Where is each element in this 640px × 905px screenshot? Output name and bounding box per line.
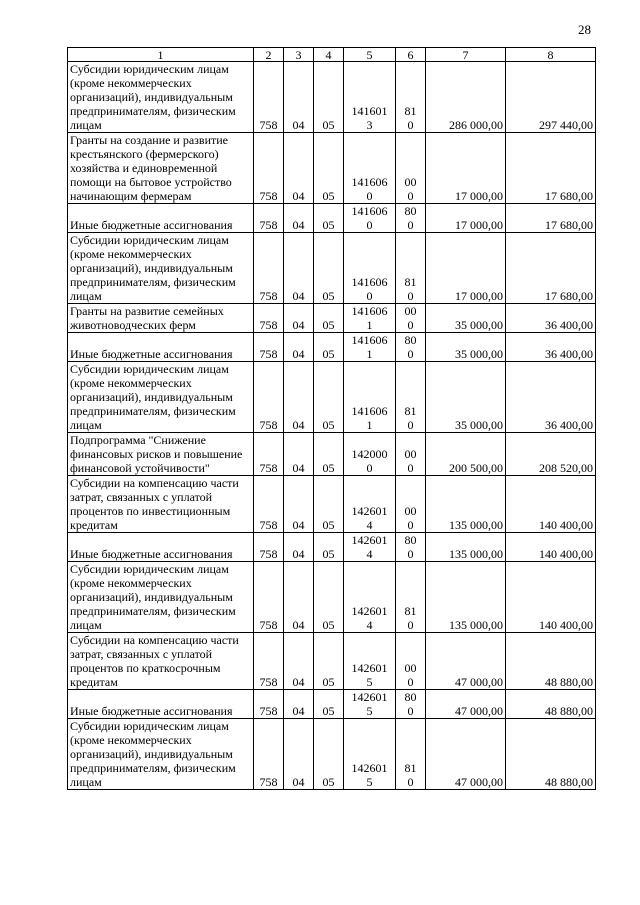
amount-year2-cell: 36 400,00 [506, 304, 596, 333]
target-article-cell: 142601 4 [344, 562, 396, 633]
amount-year2-cell: 17 680,00 [506, 204, 596, 233]
amount-year2-cell: 36 400,00 [506, 362, 596, 433]
amount-year1-cell: 17 000,00 [426, 233, 506, 304]
ministry-code-cell: 758 [254, 233, 284, 304]
section-code-cell: 04 [284, 533, 314, 562]
table-row [68, 133, 596, 204]
target-article-cell: 142601 5 [344, 719, 396, 790]
ministry-code-cell: 758 [254, 133, 284, 204]
ministry-code-cell: 758 [254, 304, 284, 333]
table-body [68, 62, 596, 790]
amount-year2-cell: 17 680,00 [506, 133, 596, 204]
subsection-code-cell: 05 [314, 690, 344, 719]
expense-type-cell: 81 0 [396, 562, 426, 633]
expense-type-cell: 81 0 [396, 362, 426, 433]
ministry-code-cell: 758 [254, 690, 284, 719]
amount-year2-cell: 140 400,00 [506, 476, 596, 533]
amount-year2-cell: 17 680,00 [506, 233, 596, 304]
header-cell: 8 [506, 48, 596, 62]
section-code-cell: 04 [284, 633, 314, 690]
expense-type-cell: 81 0 [396, 62, 426, 133]
ministry-code-cell: 758 [254, 719, 284, 790]
amount-year2-cell: 140 400,00 [506, 562, 596, 633]
ministry-code-cell: 758 [254, 533, 284, 562]
budget-table [67, 47, 596, 790]
row-name-cell: Субсидии на компенсацию части затрат, связанных с уплатой процентов по инвестиционным кредитам [68, 476, 254, 533]
subsection-code-cell: 05 [314, 133, 344, 204]
section-code-cell: 04 [284, 233, 314, 304]
expense-type-cell: 81 0 [396, 719, 426, 790]
subsection-code-cell: 05 [314, 633, 344, 690]
amount-year1-cell: 135 000,00 [426, 562, 506, 633]
target-article-cell: 142601 4 [344, 476, 396, 533]
amount-year1-cell: 35 000,00 [426, 362, 506, 433]
row-name-cell: Иные бюджетные ассигнования [68, 533, 254, 562]
target-article-cell: 141606 0 [344, 204, 396, 233]
amount-year1-cell: 47 000,00 [426, 633, 506, 690]
subsection-code-cell: 05 [314, 304, 344, 333]
target-article-cell: 142601 5 [344, 690, 396, 719]
amount-year2-cell: 208 520,00 [506, 433, 596, 476]
expense-type-cell: 80 0 [396, 690, 426, 719]
row-name-cell: Субсидии юридическим лицам (кроме некоммерческих организаций), индивидуальным предпринимателям, физическим лицам [68, 562, 254, 633]
amount-year1-cell: 47 000,00 [426, 719, 506, 790]
ministry-code-cell: 758 [254, 204, 284, 233]
header-cell: 2 [254, 48, 284, 62]
header-cell: 5 [344, 48, 396, 62]
section-code-cell: 04 [284, 362, 314, 433]
target-article-cell: 141606 1 [344, 333, 396, 362]
subsection-code-cell: 05 [314, 533, 344, 562]
header-cell: 4 [314, 48, 344, 62]
section-code-cell: 04 [284, 719, 314, 790]
table-row [68, 304, 596, 333]
amount-year2-cell: 48 880,00 [506, 719, 596, 790]
table-row [68, 633, 596, 690]
expense-type-cell: 81 0 [396, 233, 426, 304]
amount-year1-cell: 17 000,00 [426, 133, 506, 204]
expense-type-cell: 00 0 [396, 476, 426, 533]
amount-year1-cell: 200 500,00 [426, 433, 506, 476]
section-code-cell: 04 [284, 133, 314, 204]
ministry-code-cell: 758 [254, 633, 284, 690]
row-name-cell: Субсидии юридическим лицам (кроме некоммерческих организаций), индивидуальным предпринимателям, физическим лицам [68, 62, 254, 133]
table-row [68, 233, 596, 304]
expense-type-cell: 80 0 [396, 533, 426, 562]
ministry-code-cell: 758 [254, 562, 284, 633]
subsection-code-cell: 05 [314, 233, 344, 304]
target-article-cell: 141606 0 [344, 133, 396, 204]
target-article-cell: 142601 5 [344, 633, 396, 690]
amount-year2-cell: 36 400,00 [506, 333, 596, 362]
expense-type-cell: 00 0 [396, 633, 426, 690]
amount-year1-cell: 286 000,00 [426, 62, 506, 133]
row-name-cell: Иные бюджетные ассигнования [68, 333, 254, 362]
ministry-code-cell: 758 [254, 476, 284, 533]
row-name-cell: Субсидии юридическим лицам (кроме некоммерческих организаций), индивидуальным предпринимателям, физическим лицам [68, 719, 254, 790]
row-name-cell: Субсидии на компенсацию части затрат, связанных с уплатой процентов по краткосрочным кредитам [68, 633, 254, 690]
page-number: 28 [578, 22, 591, 37]
table-row [68, 433, 596, 476]
header-cell: 6 [396, 48, 426, 62]
table-row [68, 533, 596, 562]
amount-year2-cell: 48 880,00 [506, 633, 596, 690]
subsection-code-cell: 05 [314, 433, 344, 476]
amount-year1-cell: 17 000,00 [426, 204, 506, 233]
section-code-cell: 04 [284, 333, 314, 362]
table-row [68, 476, 596, 533]
subsection-code-cell: 05 [314, 362, 344, 433]
expense-type-cell: 80 0 [396, 204, 426, 233]
table-row [68, 562, 596, 633]
table-row [68, 719, 596, 790]
section-code-cell: 04 [284, 304, 314, 333]
subsection-code-cell: 05 [314, 333, 344, 362]
amount-year1-cell: 47 000,00 [426, 690, 506, 719]
expense-type-cell: 00 0 [396, 433, 426, 476]
row-name-cell: Субсидии юридическим лицам (кроме некоммерческих организаций), индивидуальным предпринимателям, физическим лицам [68, 362, 254, 433]
row-name-cell: Гранты на создание и развитие крестьянского (фермерского) хозяйства и единовременной помощи на бытовое устройство начинающим фермерам [68, 133, 254, 204]
target-article-cell: 141606 0 [344, 233, 396, 304]
subsection-code-cell: 05 [314, 719, 344, 790]
ministry-code-cell: 758 [254, 62, 284, 133]
ministry-code-cell: 758 [254, 362, 284, 433]
section-code-cell: 04 [284, 204, 314, 233]
amount-year1-cell: 35 000,00 [426, 333, 506, 362]
amount-year2-cell: 140 400,00 [506, 533, 596, 562]
amount-year1-cell: 35 000,00 [426, 304, 506, 333]
amount-year1-cell: 135 000,00 [426, 476, 506, 533]
table-row [68, 690, 596, 719]
section-code-cell: 04 [284, 476, 314, 533]
section-code-cell: 04 [284, 690, 314, 719]
table-row [68, 333, 596, 362]
row-name-cell: Гранты на развитие семейных животноводческих ферм [68, 304, 254, 333]
row-name-cell: Иные бюджетные ассигнования [68, 204, 254, 233]
row-name-cell: Подпрограмма "Снижение финансовых рисков и повышение финансовой устойчивости" [68, 433, 254, 476]
target-article-cell: 142601 4 [344, 533, 396, 562]
expense-type-cell: 00 0 [396, 304, 426, 333]
target-article-cell: 142000 0 [344, 433, 396, 476]
ministry-code-cell: 758 [254, 433, 284, 476]
header-cell: 7 [426, 48, 506, 62]
table-row [68, 204, 596, 233]
expense-type-cell: 80 0 [396, 333, 426, 362]
ministry-code-cell: 758 [254, 333, 284, 362]
table-row [68, 362, 596, 433]
table-row [68, 62, 596, 133]
subsection-code-cell: 05 [314, 476, 344, 533]
subsection-code-cell: 05 [314, 62, 344, 133]
section-code-cell: 04 [284, 433, 314, 476]
target-article-cell: 141606 1 [344, 362, 396, 433]
section-code-cell: 04 [284, 62, 314, 133]
expense-type-cell: 00 0 [396, 133, 426, 204]
subsection-code-cell: 05 [314, 562, 344, 633]
subsection-code-cell: 05 [314, 204, 344, 233]
target-article-cell: 141601 3 [344, 62, 396, 133]
amount-year1-cell: 135 000,00 [426, 533, 506, 562]
header-row [68, 48, 596, 62]
header-cell: 1 [68, 48, 254, 62]
section-code-cell: 04 [284, 562, 314, 633]
amount-year2-cell: 297 440,00 [506, 62, 596, 133]
target-article-cell: 141606 1 [344, 304, 396, 333]
amount-year2-cell: 48 880,00 [506, 690, 596, 719]
row-name-cell: Иные бюджетные ассигнования [68, 690, 254, 719]
header-cell: 3 [284, 48, 314, 62]
row-name-cell: Субсидии юридическим лицам (кроме некоммерческих организаций), индивидуальным предпринимателям, физическим лицам [68, 233, 254, 304]
table-header [68, 48, 596, 62]
